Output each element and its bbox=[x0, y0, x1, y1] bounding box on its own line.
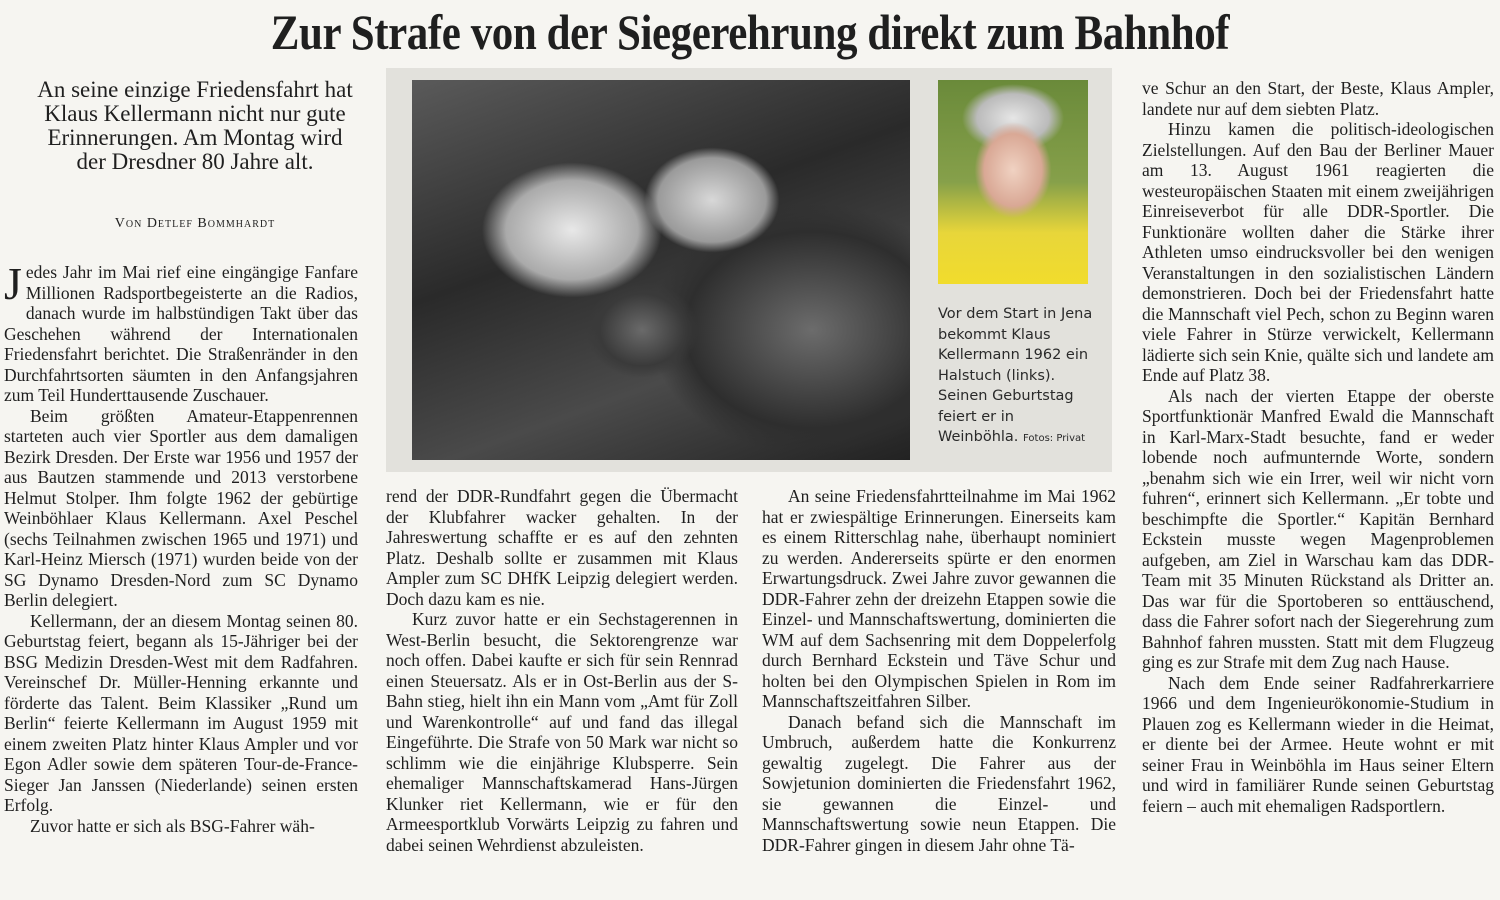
article-column-2 bbox=[386, 486, 738, 855]
paragraph: ve Schur an den Start, der Beste, Klaus Ampler, landete nur auf dem siebten Platz. bbox=[1142, 78, 1494, 119]
photo-credit: Fotos: Privat bbox=[1023, 433, 1086, 444]
paragraph: Kurz zuvor hatte er ein Sechstagerennen in West-Berlin besucht, die Sektorengrenze war noch offen. Dabei kaufte er sich für sein Rennrad einen Steuersatz. Als er in Ost-Berlin aus der S-Bahn stieg, hielt ihn ein Mann vom „Amt für Zoll und Warenkontrolle“ auf und fand das illegal Eingeführte. Die Strafe von 50 Mark war nicht so schlimm wie die einjährige Klubsperre. Sein ehemaliger Mannschaftskamerad Hans-Jürgen Klunker riet Kellermann, wie er für den Armeesportklub Vorwärts Leipzig zu fahren und dabei seinen Wehrdienst abzuleisten. bbox=[386, 609, 738, 855]
caption-text: Vor dem Start in Jena bekommt Klaus Kellermann 1962 ein Halstuch (links). Seinen Geburtstag feiert er in Weinböhla. bbox=[938, 306, 1093, 445]
photo-caption bbox=[938, 304, 1098, 450]
paragraph: rend der DDR-Rundfahrt gegen die Übermacht der Klubfahrer wacker gehalten. In der Jahreswertung schaffte er es auf den zehnten Platz. Deshalb sollte er zusammen mit Klaus Ampler zum SC DHfK Leipzig delegiert werden. Doch dazu kam es nie. bbox=[386, 486, 738, 609]
article-column-3 bbox=[762, 486, 1116, 855]
byline: Von Detlef Bommhardt bbox=[114, 216, 276, 231]
paragraph: Als nach der vierten Etappe der oberste Sportfunktionär Manfred Ewald die Mannschaft in Karl-Marx-Stadt besuchte, fand er weder lobende noch aufmunternde Worte, sondern „benahm sich wie ein Irrer, weil wir nicht vorn fuhren“, erinnert sich Kellermann. „Er tobte und beschimpfte die Sportler.“ Kapitän Bernhard Eckstein musste wegen Magenproblemen aufgeben, am Ziel in Warschau kam das DDR-Team mit 35 Minuten Rückstand als Dritter an. Das war für die Sportoberen so enttäuschend, dass die Fahrer sofort nach der Siegerehrung zum Bahnhof fahren mussten. Statt mit dem Flugzeug ging es zur Strafe mit dem Zug nach Hause. bbox=[1142, 385, 1494, 672]
photo-block bbox=[386, 68, 1112, 472]
paragraph: Hinzu kamen die politisch-ideologischen Zielstellungen. Auf den Bau der Berliner Mauer am 13. August 1961 reagierten die westeuropäischen Staaten mit einem zweijährigen Einreiseverbot für alle DDR-Sportler. Die Funktionäre wollten daher die Stärke ihrer Athleten umso eindrucksvoller bei den wenigen Veranstaltungen in den sozialistischen Ländern demonstrieren. Doch bei der Friedensfahrt hatte die Mannschaft viel Pech, schon zu Beginn waren viele Fahrer in Stürze verwickelt, Kellermann lädierte sich sein Knie, quälte sich und landete am Ende auf Platz 38. bbox=[1142, 119, 1494, 385]
paragraph: Zuvor hatte er sich als BSG-Fahrer wäh- bbox=[30, 815, 315, 836]
article-column-4 bbox=[1142, 78, 1494, 816]
paragraph: Danach befand sich die Mannschaft im Umbruch, außerdem hatte die Konkurrenz gewaltig zugelegt. Die Fahrer aus der Sowjetunion dominierten die Friedensfahrt 1962, sie gewannen die Einzel- und Mannschaftswertung sowie neun Etappen. Die DDR-Fahrer gingen in diesem Jahr ohne Tä- bbox=[762, 711, 1116, 855]
paragraph: Nach dem Ende seiner Radfahrerkarriere 1966 und dem Ingenieurökonomie-Studium in Plauen zog es Kellermann wieder in die Heimat, er diente bei der Armee. Heute wohnt er mit seiner Frau in Weinböhla im Haus seiner Eltern und wird in familiärer Runde seinen Geburtstag feiern – auch mit ehemaligen Radsportlern. bbox=[1142, 672, 1494, 816]
drop-cap: J bbox=[4, 258, 22, 309]
paragraph-text: edes Jahr im Mai rief eine eingängige Fanfare Millionen Radsportbegeisterte an die Radios, danach wurde im halbstündigen Takt über das Geschehen während der Internationalen Friedensfahrt berichtet. Die Straßenränder in den Durchfahrtsorten säumten in den Anfangsjahren zum Teil Hunderttausende Zuschauer. bbox=[4, 262, 358, 405]
paragraph bbox=[4, 258, 358, 406]
portrait-photo bbox=[938, 80, 1088, 284]
paragraph: Beim größten Amateur-Etappenrennen starteten auch vier Sportler aus dem damaligen Bezirk Dresden. Der Erste war 1956 und 1957 der aus Bautzen stammende und 2013 verstorbene Helmut Stolper. Ihm folgte 1962 der gebürtige Weinböhlaer Klaus Kellermann. Axel Peschel (sechs Teilnahmen zwischen 1965 und 1971) und Karl-Heinz Miersch (1971) wurden beide von der SG Dynamo Dresden-Nord zum SC Dynamo Berlin delegiert. bbox=[4, 405, 358, 610]
paragraph: Kellermann, der an diesem Montag seinen 80. Geburtstag feiert, begann als 15-Jähriger bei der BSG Medizin Dresden-West mit dem Radfahren. Vereinschef Dr. Müller-Henning erkannte und förderte das Talent. Beim Klassiker „Rund um Berlin“ feierte Kellermann im August 1959 mit einem zweiten Platz hinter Klaus Ampler und vor Egon Adler sowie dem späteren Tour-de-France-Sieger Jan Janssen (Niederlande) seinen ersten Erfolg. bbox=[4, 610, 358, 815]
headline: Zur Strafe von der Siegerehrung direkt zum Bahnhof bbox=[270, 4, 1230, 60]
teaser: An seine einzige Friedensfahrt hat Klaus Kellermann nicht nur gute Erinnerungen. Am Montag wird der Dresdner 80 Jahre alt. bbox=[37, 77, 353, 174]
cyclists-photo bbox=[412, 80, 910, 460]
paragraph: An seine Friedensfahrtteilnahme im Mai 1962 hat er zwiespältige Erinnerungen. Einerseits kam es einem Ritterschlag nahe, überhaupt nominiert zu werden. Andererseits spürte er den enormen Erwartungsdruck. Zwei Jahre zuvor gewannen die DDR-Fahrer zehn der dreizehn Etappen sowie die Einzel- und Mannschaftswertung, dominierten die WM auf dem Sachsenring mit dem Doppelerfolg durch Bernhard Eckstein und Täve Schur und holten bei den Olympischen Spielen in Rom im Mannschaftszeitfahren Silber. bbox=[762, 486, 1116, 711]
article-column-1 bbox=[4, 258, 358, 836]
